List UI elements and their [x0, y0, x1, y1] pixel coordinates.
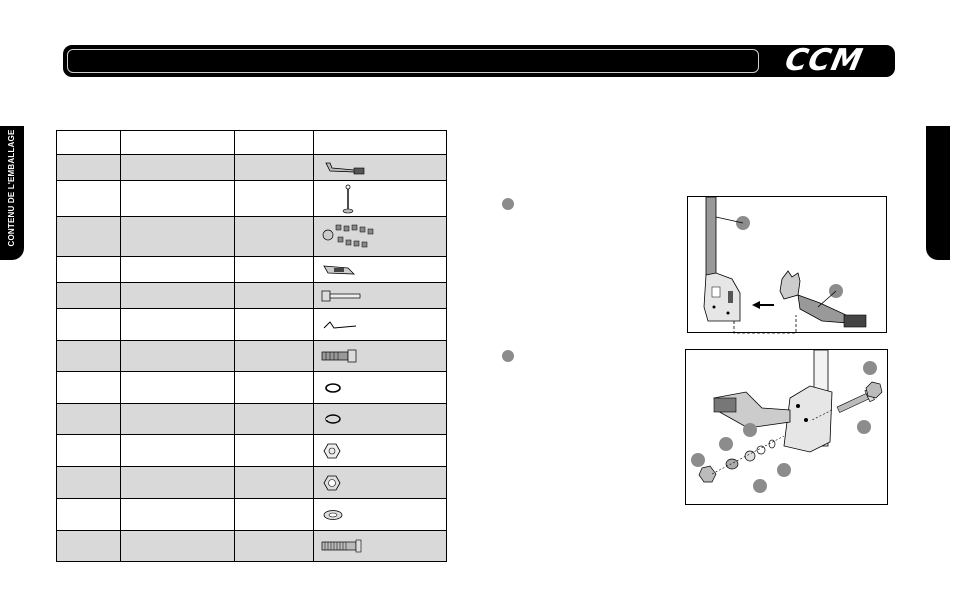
table-header-cell	[235, 131, 314, 155]
side-tab-left-label: CONTENU DE L'EMBALLAGE	[7, 129, 16, 247]
table-row	[57, 404, 447, 435]
threaded-bolt-icon	[320, 349, 370, 363]
hardware-exploded-diagram	[685, 349, 888, 505]
long-bolt-icon	[320, 289, 370, 303]
flat-bracket-icon	[320, 262, 370, 278]
table-row	[57, 283, 447, 309]
header-title-area	[67, 49, 759, 73]
table-header-cell	[121, 131, 235, 155]
long-pin-icon	[320, 183, 370, 215]
table-row	[57, 309, 447, 341]
table-row	[57, 181, 447, 217]
hex-nut-icon	[320, 474, 370, 492]
table-row	[57, 467, 447, 499]
ccm-logo: CCM	[781, 43, 867, 78]
table-header-row	[57, 131, 447, 155]
bracket-arm-icon	[320, 160, 370, 176]
cap-nut-icon	[320, 442, 370, 460]
hardware-exploded-drawing	[686, 350, 887, 504]
table-header-cell	[314, 131, 447, 155]
table-header-cell	[57, 131, 121, 155]
table-row	[57, 499, 447, 531]
side-tab-right	[926, 126, 950, 260]
mast-to-arm-drawing	[688, 197, 886, 332]
threaded-rod-icon	[320, 539, 370, 553]
table-row	[57, 531, 447, 562]
table-row	[57, 217, 447, 257]
table-row	[57, 155, 447, 181]
table-row	[57, 435, 447, 467]
table-row	[57, 257, 447, 283]
parts-table	[56, 130, 447, 562]
flat-washer-icon	[320, 508, 370, 522]
table-row	[57, 372, 447, 404]
step-marker-icon	[502, 198, 514, 210]
split-washer-icon	[320, 381, 370, 395]
table-row	[57, 341, 447, 372]
mast-to-arm-diagram	[687, 196, 887, 333]
hair-pin-icon	[320, 318, 370, 332]
clip-set-icon	[320, 221, 380, 253]
step-marker-icon	[502, 350, 514, 362]
side-tab-right-label: ASSEMBLAGE	[957, 237, 966, 297]
lock-washer-icon	[320, 412, 370, 426]
